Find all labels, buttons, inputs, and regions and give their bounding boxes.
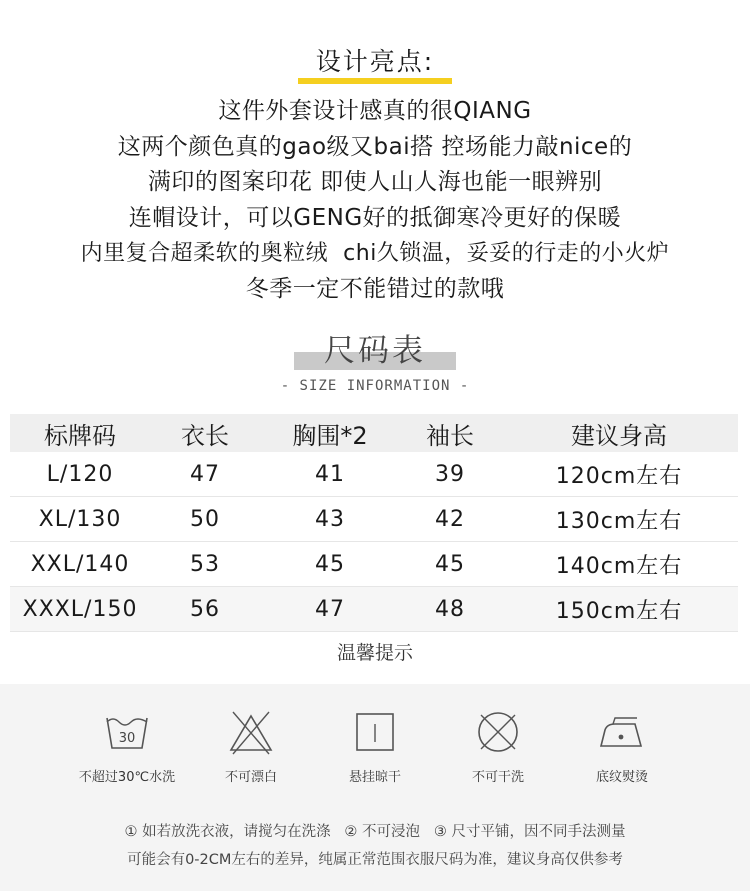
highlights — [0, 94, 750, 308]
size-chart-heading — [0, 330, 750, 394]
design-title — [0, 44, 750, 84]
care-note-line: 可能会有0-2CM左右的差异，纯属正常范围衣服尺码为准，建议身高仅供参考 — [127, 852, 623, 868]
design-title-text: 设计亮点: — [298, 44, 452, 80]
highlight-line: 这两个颜色真的gao级又bai搭 控场能力敲nice的 — [117, 133, 633, 160]
header-cell: 袖长 — [400, 414, 500, 452]
no-bleach-icon — [227, 708, 275, 756]
care-item-bleach — [191, 712, 311, 785]
size-chart-title: 尺码表 — [294, 330, 456, 372]
table-cell: 41 — [260, 452, 400, 497]
size-table — [10, 414, 738, 632]
care-label: 不超过30℃水洗 — [78, 770, 176, 785]
table-cell: 48 — [400, 587, 500, 632]
table-cell: XL/130 — [10, 497, 150, 542]
table-row — [10, 497, 738, 542]
no-dry-clean-icon — [475, 709, 521, 755]
table-cell: XXXL/150 — [10, 587, 150, 632]
care-label: 底纹熨烫 — [595, 770, 648, 785]
table-cell: 43 — [260, 497, 400, 542]
table-cell: 120cm左右 — [500, 452, 738, 497]
care-note-line: ① 如若放洗衣液，请搅匀在洗涤 ② 不可浸泡 ③ 尺寸平铺，因不同手法测量 — [124, 824, 626, 840]
highlight-line: 满印的图案印花 即使人山人海也能一眼辨别 — [147, 169, 603, 196]
header-cell: 衣长 — [150, 414, 260, 452]
tips-title: 温馨提示 — [336, 642, 413, 664]
table-cell: 45 — [260, 542, 400, 587]
table-cell: 56 — [150, 587, 260, 632]
table-cell: 39 — [400, 452, 500, 497]
care-item-dryclean — [438, 712, 558, 785]
table-cell: L/120 — [10, 452, 150, 497]
table-cell: 140cm左右 — [500, 542, 738, 587]
header-cell: 胸围*2 — [260, 414, 400, 452]
highlight-line: 这件外套设计感真的很QIANG — [218, 98, 532, 124]
table-row — [10, 542, 738, 587]
title-underline — [298, 78, 452, 84]
care-section — [0, 684, 750, 891]
table-cell: 50 — [150, 497, 260, 542]
highlight-line: 连帽设计，可以GENG好的抵御寒冷更好的保暖 — [128, 204, 622, 231]
table-cell: 47 — [150, 452, 260, 497]
care-label: 悬挂晾干 — [348, 770, 401, 785]
table-cell: 47 — [260, 587, 400, 632]
highlight-line: 冬季一定不能错过的款哦 — [245, 275, 505, 302]
table-cell: 42 — [400, 497, 500, 542]
iron-icon — [597, 712, 647, 752]
table-row — [10, 452, 738, 497]
hang-dry-icon — [355, 712, 395, 752]
table-row — [10, 587, 738, 632]
table-header-row — [10, 414, 738, 452]
care-item-iron — [562, 712, 682, 785]
header-cell: 标牌码 — [10, 414, 150, 452]
care-item-wash — [67, 712, 187, 785]
table-cell: 150cm左右 — [500, 587, 738, 632]
care-item-hang — [315, 712, 435, 785]
wash-30-icon — [103, 712, 151, 752]
care-label: 不可干洗 — [471, 770, 524, 785]
highlight-line: 内里复合超柔软的奥粒绒 chi久锁温，妥妥的行走的小火炉 — [80, 241, 670, 267]
header-cell: 建议身高 — [500, 414, 738, 452]
table-cell: 53 — [150, 542, 260, 587]
wash-temp-text: 30 — [118, 731, 136, 746]
care-label: 不可漂白 — [224, 770, 277, 785]
table-cell: 45 — [400, 542, 500, 587]
size-chart-subtitle: - SIZE INFORMATION - — [280, 378, 470, 394]
table-cell: 130cm左右 — [500, 497, 738, 542]
table-cell: XXL/140 — [10, 542, 150, 587]
